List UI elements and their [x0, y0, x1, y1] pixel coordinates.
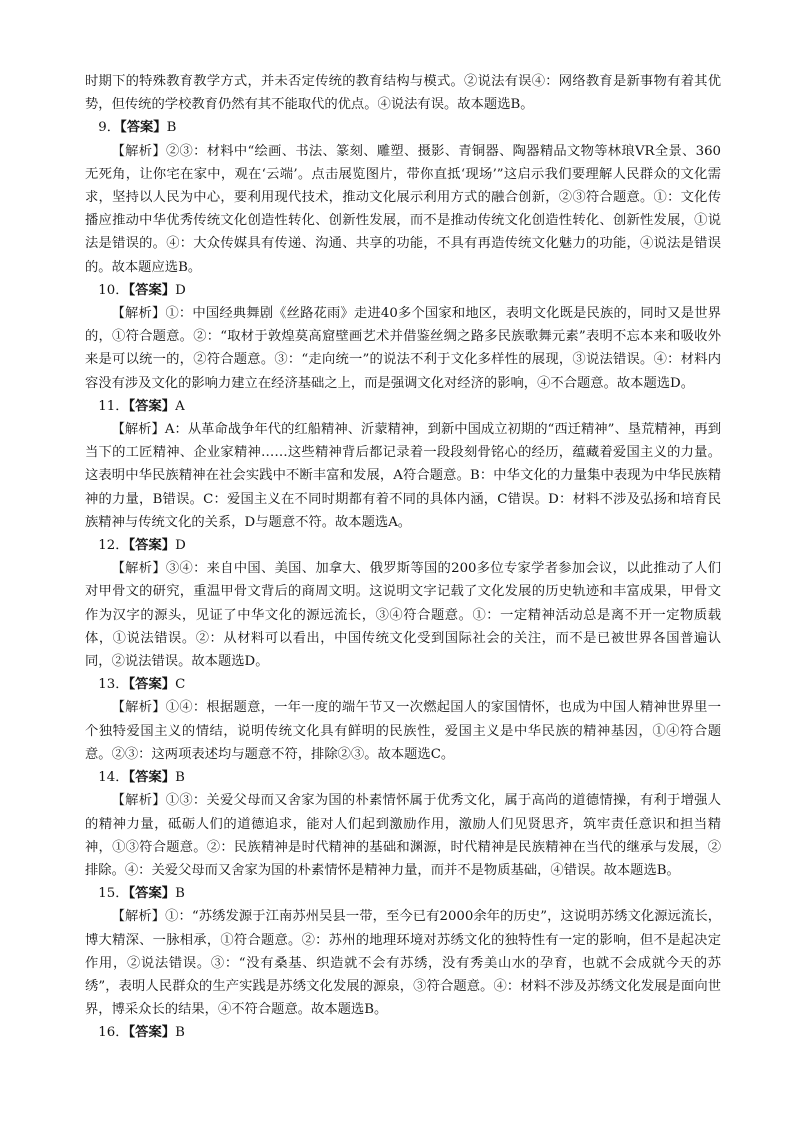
answer-line	[85, 766, 721, 789]
answer-item-16	[85, 1021, 721, 1044]
answer-line	[85, 395, 721, 418]
answer-line	[85, 116, 721, 139]
answer-letter: B	[166, 120, 177, 136]
answer-line	[85, 279, 721, 302]
analysis-paragraph: 【解析】①③：关爱父母而又舍家为国的朴素情怀属于优秀文化，属于高尚的道德情操，有利于增强人的精神力量，砥砺人们的道德追求，能对人们起到激励作用，激励人们见贤思齐，筑牢责任意识和担当精神，①③符合题意。②：民族精神是时代精神的基础和渊源，时代精神是民族精神在当代的继承与发展，②排除。④：关爱父母而又舍家为国的朴素情怀是精神力量，而并不是物质基础，④错误。故本题选B。	[85, 793, 721, 878]
answer-tag: 【答案】	[128, 1025, 176, 1041]
answer-line	[85, 882, 721, 905]
question-number: 14．	[98, 770, 129, 786]
answer-tag: 【答案】	[128, 770, 176, 786]
question-number: 16．	[98, 1025, 129, 1041]
analysis-paragraph: 【解析】③④：来自中国、美国、加拿大、俄罗斯等国的200多位专家学者参加会议，以此推动了人们对甲骨文的研究，重温甲骨文背后的商周文明。这说明文字记载了文化发展的历史轨迹和丰富成果，甲骨文作为汉字的源头，见证了中华文化的源远流长，③④符合题意。①：一定精神活动总是离不开一定物质载体，①说法错误。②：从材料可以看出，中国传统文化受到国际社会的关注，而不是已被世界各国普遍认同，②说法错误。故本题选D。	[85, 561, 721, 670]
answer-item-9	[85, 116, 721, 278]
analysis-paragraph: 【解析】①：“苏绣发源于江南苏州吴县一带，至今已有2000余年的历史”，这说明苏绣文化源远流长，博大精深、一脉相承，①符合题意。②：苏州的地理环境对苏绣文化的独特性有一定的影响，但不是起决定作用，②说法错误。③：“没有桑基、织造就不会有苏绣，没有秀美山水的孕育，也就不会成就今天的苏绣”，表明人民群众的生产实践是苏绣文化发展的源泉，③符合题意。④：材料不涉及苏绣文化发展是面向世界，博采众长的结果，④不符合题意。故本题选B。	[85, 909, 721, 1018]
answer-line	[85, 673, 721, 696]
question-number: 13．	[98, 677, 129, 693]
analysis-paragraph: 【解析】A：从革命战争年代的红船精神、沂蒙精神，到新中国成立初期的“西迁精神”、垦荒精神，再到当下的工匠精神、企业家精神……这些精神背后都记录着一段段刻骨铭心的经历，蕴藏着爱国主义的力量。这表明中华民族精神在社会实践中不断丰富和发展，A符合题意。B：中华文化的力量集中表现为中华民族精神的力量，B错误。C：爱国主义在不同时期都有着不同的具体内涵，C错误。D：材料不涉及弘扬和培育民族精神与传统文化的关系，D与题意不符。故本题选A。	[85, 422, 721, 530]
analysis-paragraph: 【解析】①④：根据题意，一年一度的端午节又一次燃起国人的家国情怀，也成为中国人精神世界里一个独特爱国主义的情结，说明传统文化具有鲜明的民族性，爱国主义是中华民族的精神基因，①④符合题意。②③：这两项表述均与题意不符，排除②③。故本题选C。	[85, 700, 721, 762]
analysis-paragraph: 【解析】②③：材料中“绘画、书法、篆刻、雕塑、摄影、青铜器、陶器精品文物等林琅VR全景、360无死角，让你宅在家中，观在‘云端’。点击展览图片，带你直抵‘现场’”这启示我们要理解人民群众的文化需求，坚持以人民为中心，要利用现代技术，推动文化展示利用方式的融合创新，②③符合题意。①：文化传播应推动中华优秀传统文化创造性转化、创新性发展，而不是推动传统文化创造性转化、创新性发展，①说法是错误的。④：大众传媒具有传递、沟通、共享的功能，不具有再造传统文化魅力的功能，④说法是错误的。故本题应选B。	[85, 143, 721, 275]
question-number: 11．	[98, 398, 129, 414]
answer-item-12	[85, 534, 721, 673]
answer-item-14	[85, 766, 721, 882]
answer-tag: 【答案】	[128, 398, 176, 414]
question-number: 9．	[98, 120, 121, 136]
answer-tag: 【答案】	[128, 677, 176, 693]
question-number: 12．	[98, 538, 129, 554]
answer-tag: 【答案】	[128, 282, 176, 298]
answer-letter: C	[175, 677, 186, 693]
answer-letter: B	[175, 1025, 185, 1041]
answer-letter: D	[175, 282, 186, 298]
answer-item-15	[85, 882, 721, 1021]
answer-tag: 【答案】	[128, 538, 176, 554]
answer-line	[85, 534, 721, 557]
answer-item-11	[85, 395, 721, 534]
question-number: 10．	[98, 282, 129, 298]
paragraph-continuation: 时期下的特殊教育教学方式，并未否定传统的教育结构与模式。②说法有误④：网络教育是新事物有着其优势，但传统的学校教育仍然有其不能取代的优点。④说法有误。故本题选B。	[85, 74, 721, 113]
answer-letter: A	[175, 398, 185, 414]
answer-tag: 【答案】	[128, 886, 176, 902]
answer-tag: 【答案】	[120, 120, 167, 136]
answer-key-text	[85, 70, 721, 1045]
answer-letter: D	[175, 538, 186, 554]
answer-line	[85, 1021, 721, 1044]
answer-item-10	[85, 279, 721, 395]
analysis-paragraph: 【解析】①：中国经典舞剧《丝路花雨》走进40多个国家和地区，表明文化既是民族的，同时又是世界的，①符合题意。②：“取材于敦煌莫高窟壁画艺术并借鉴丝绸之路多民族歌舞元素”表明不忘本来和吸收外来是可以统一的，②符合题意。③：“走向统一”的说法不利于文化多样性的展现，③说法错误。④：材料内容没有涉及文化的影响力建立在经济基础之上，而是强调文化对经济的影响，④不合题意。故本题选D。	[85, 306, 721, 391]
answer-letter: B	[175, 886, 185, 902]
answer-item-13	[85, 673, 721, 766]
question-number: 15．	[98, 886, 129, 902]
answer-letter: B	[175, 770, 185, 786]
